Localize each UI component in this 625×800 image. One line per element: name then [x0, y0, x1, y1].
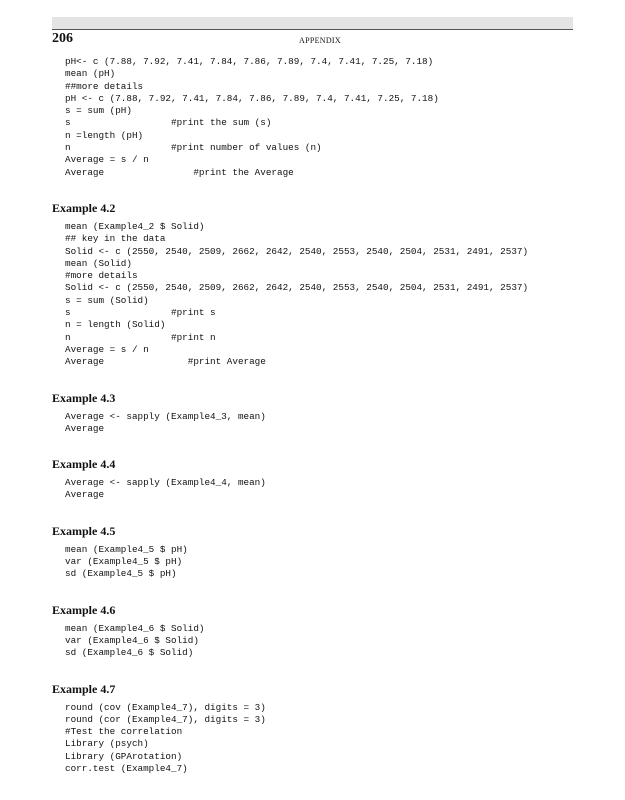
header-rule — [52, 17, 573, 30]
code-block-example-4-6: mean (Example4_6 $ Solid) var (Example4_6 $ Solid) sd (Example4_6 $ Solid) — [65, 622, 205, 659]
heading-example-4-6: Example 4.6 — [52, 602, 116, 617]
heading-example-4-2: Example 4.2 — [52, 200, 116, 215]
code-block-example-4-1: pH<- c (7.88, 7.92, 7.41, 7.84, 7.86, 7.89, 7.4, 7.41, 7.25, 7.18) mean (pH) ##more details pH <- c (7.88, 7.92, 7.41, 7.84, 7.86, 7.89, 7.4, 7.41, 7.25, 7.18) s = sum (pH) s #print the sum (s) n =length (pH) n #print number of values (n) Average = s / n Average #print the Average — [65, 56, 439, 178]
heading-example-4-7: Example 4.7 — [52, 681, 116, 696]
heading-example-4-3: Example 4.3 — [52, 390, 116, 405]
code-block-example-4-4: Average <- sapply (Example4_4, mean) Average — [65, 477, 266, 501]
code-block-example-4-2: mean (Example4_2 $ Solid) ## key in the data Solid <- c (2550, 2540, 2509, 2662, 2642, 2540, 2553, 2540, 2504, 2531, 2491, 2537) mean (Solid) #more details Solid <- c (2550, 2540, 2509, 2662, 2642, 2540, 2553, 2540, 2504, 2531, 2491, 2537) s = sum (Solid) s #print s n = length (Solid) n #print n Average = s / n Average #print Average — [65, 220, 529, 368]
page-number: 206 — [52, 31, 73, 46]
heading-example-4-4: Example 4.4 — [52, 457, 116, 472]
running-head: APPENDIX — [299, 36, 341, 45]
page-content — [52, 56, 573, 775]
heading-example-4-5: Example 4.5 — [52, 523, 116, 538]
code-block-example-4-3: Average <- sapply (Example4_3, mean) Average — [65, 410, 266, 434]
code-block-example-4-7: round (cov (Example4_7), digits = 3) round (cor (Example4_7), digits = 3) #Test the correlation Library (psych) Library (GPArotation) corr.test (Example4_7) — [65, 701, 266, 774]
code-block-example-4-5: mean (Example4_5 $ pH) var (Example4_5 $ pH) sd (Example4_5 $ pH) — [65, 543, 188, 580]
